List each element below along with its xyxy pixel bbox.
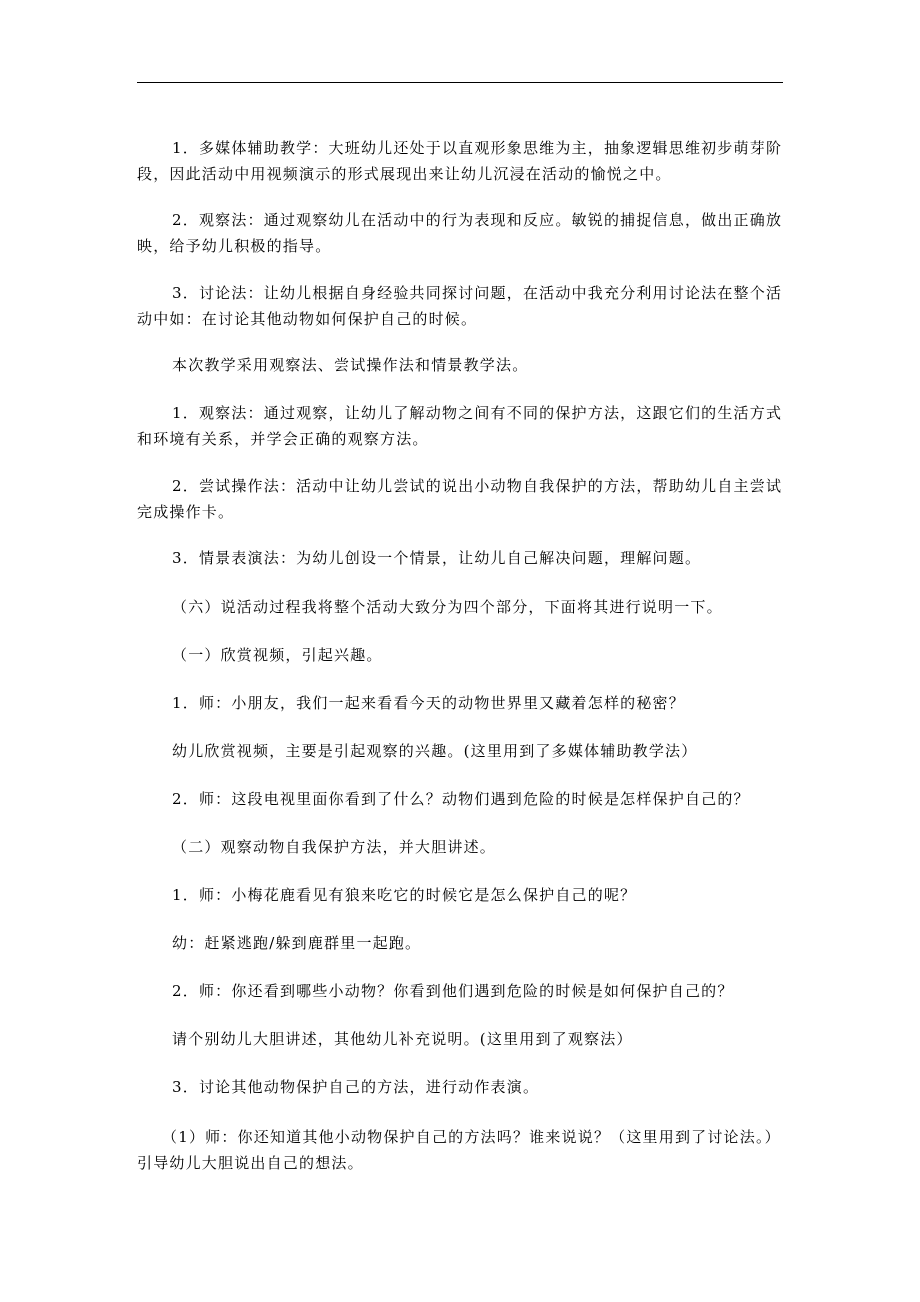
text-line: 请个别幼儿大胆讲述，其他幼儿补充说明。(这里用到了观察法）: [172, 1030, 633, 1048]
paragraph-multimedia-method: [137, 135, 807, 187]
paragraph-child-answer: [137, 930, 807, 956]
text-line: 1．师：小朋友，我们一起来看看今天的动物世界里又藏着怎样的秘密？: [172, 694, 685, 712]
text-line: 幼儿欣赏视频，主要是引起观察的兴趣。(这里用到了多媒体辅助教学法）: [172, 742, 698, 760]
paragraph-children-watch: [137, 738, 807, 764]
paragraph-discuss-and-perform: [137, 1074, 807, 1100]
paragraph-scenario-performance: [137, 545, 807, 571]
text-line: 段，因此活动中用视频演示的形式展现出来让幼儿沉浸在活动的愉悦之中。: [137, 165, 672, 183]
subheading-observe-protection: [137, 834, 807, 860]
paragraph-observation-method: [137, 207, 807, 259]
paragraph-teacher-question-deer: [137, 882, 807, 908]
text-line: （一）欣赏视频，引起兴趣。: [172, 646, 383, 664]
text-line: 引导幼儿大胆说出自己的想法。: [137, 1154, 364, 1172]
text-line: （六）说活动过程我将整个活动大致分为四个部分，下面将其进行说明一下。: [172, 598, 723, 616]
text-line: 3．讨论其他动物保护自己的方法，进行动作表演。: [172, 1078, 540, 1096]
text-line: 幼：赶紧逃跑/躲到鹿群里一起跑。: [172, 934, 422, 952]
section-heading-activity-process: [137, 594, 807, 620]
text-line: 和环境有关系，并学会正确的观察方法。: [137, 430, 429, 448]
text-line: 2．观察法：通过观察幼儿在活动中的行为表现和反应。敏锐的捕捉信息，做出正确放: [172, 211, 783, 229]
text-line: 2．师：这段电视里面你看到了什么？动物们遇到危险的时候是怎样保护自己的？: [172, 790, 750, 808]
text-line: 1．多媒体辅助教学：大班幼儿还处于以直观形象思维为主，抽象逻辑思维初步萌芽阶: [172, 139, 783, 157]
text-line: 动中如：在讨论其他动物如何保护自己的时候。: [137, 310, 478, 328]
paragraph-trial-operation: [137, 473, 807, 525]
text-line: 1．观察法：通过观察，让幼儿了解动物之间有不同的保护方法，这跟它们的生活方式: [172, 404, 783, 422]
paragraph-children-describe: [137, 1026, 807, 1052]
paragraph-teacher-question-2: [137, 786, 807, 812]
text-line: 完成操作卡。: [137, 503, 235, 521]
text-line: 3．情景表演法：为幼儿创设一个情景，让幼儿自己解决问题，理解问题。: [172, 549, 702, 567]
paragraph-observation-learning: [137, 400, 807, 452]
subheading-watch-video: [137, 642, 807, 668]
paragraph-discussion-method: [137, 280, 807, 332]
text-line: 1．师：小梅花鹿看见有狼来吃它的时候它是怎么保护自己的呢？: [172, 886, 637, 904]
text-line: 2．师：你还看到哪些小动物？你看到他们遇到危险的时候是如何保护自己的？: [172, 982, 734, 1000]
text-line: （1）师：你还知道其他小动物保护自己的方法吗？谁来说说？（这里用到了讨论法。）: [162, 1128, 781, 1146]
header-rule: [137, 82, 783, 83]
paragraph-teacher-question-animals: [137, 978, 807, 1004]
text-line: 2．尝试操作法：活动中让幼儿尝试的说出小动物自我保护的方法，帮助幼儿自主尝试: [172, 477, 783, 495]
text-line: 3．讨论法：让幼儿根据自身经验共同探讨问题，在活动中我充分利用讨论法在整个活: [172, 284, 783, 302]
paragraph-learning-methods-intro: [137, 352, 807, 378]
text-line: 本次教学采用观察法、尝试操作法和情景教学法。: [172, 356, 529, 374]
paragraph-teacher-question-discussion: [137, 1124, 807, 1176]
paragraph-teacher-question-1: [137, 690, 807, 716]
text-line: （二）观察动物自我保护方法，并大胆讲述。: [172, 838, 497, 856]
text-line: 映，给予幼儿积极的指导。: [137, 237, 332, 255]
